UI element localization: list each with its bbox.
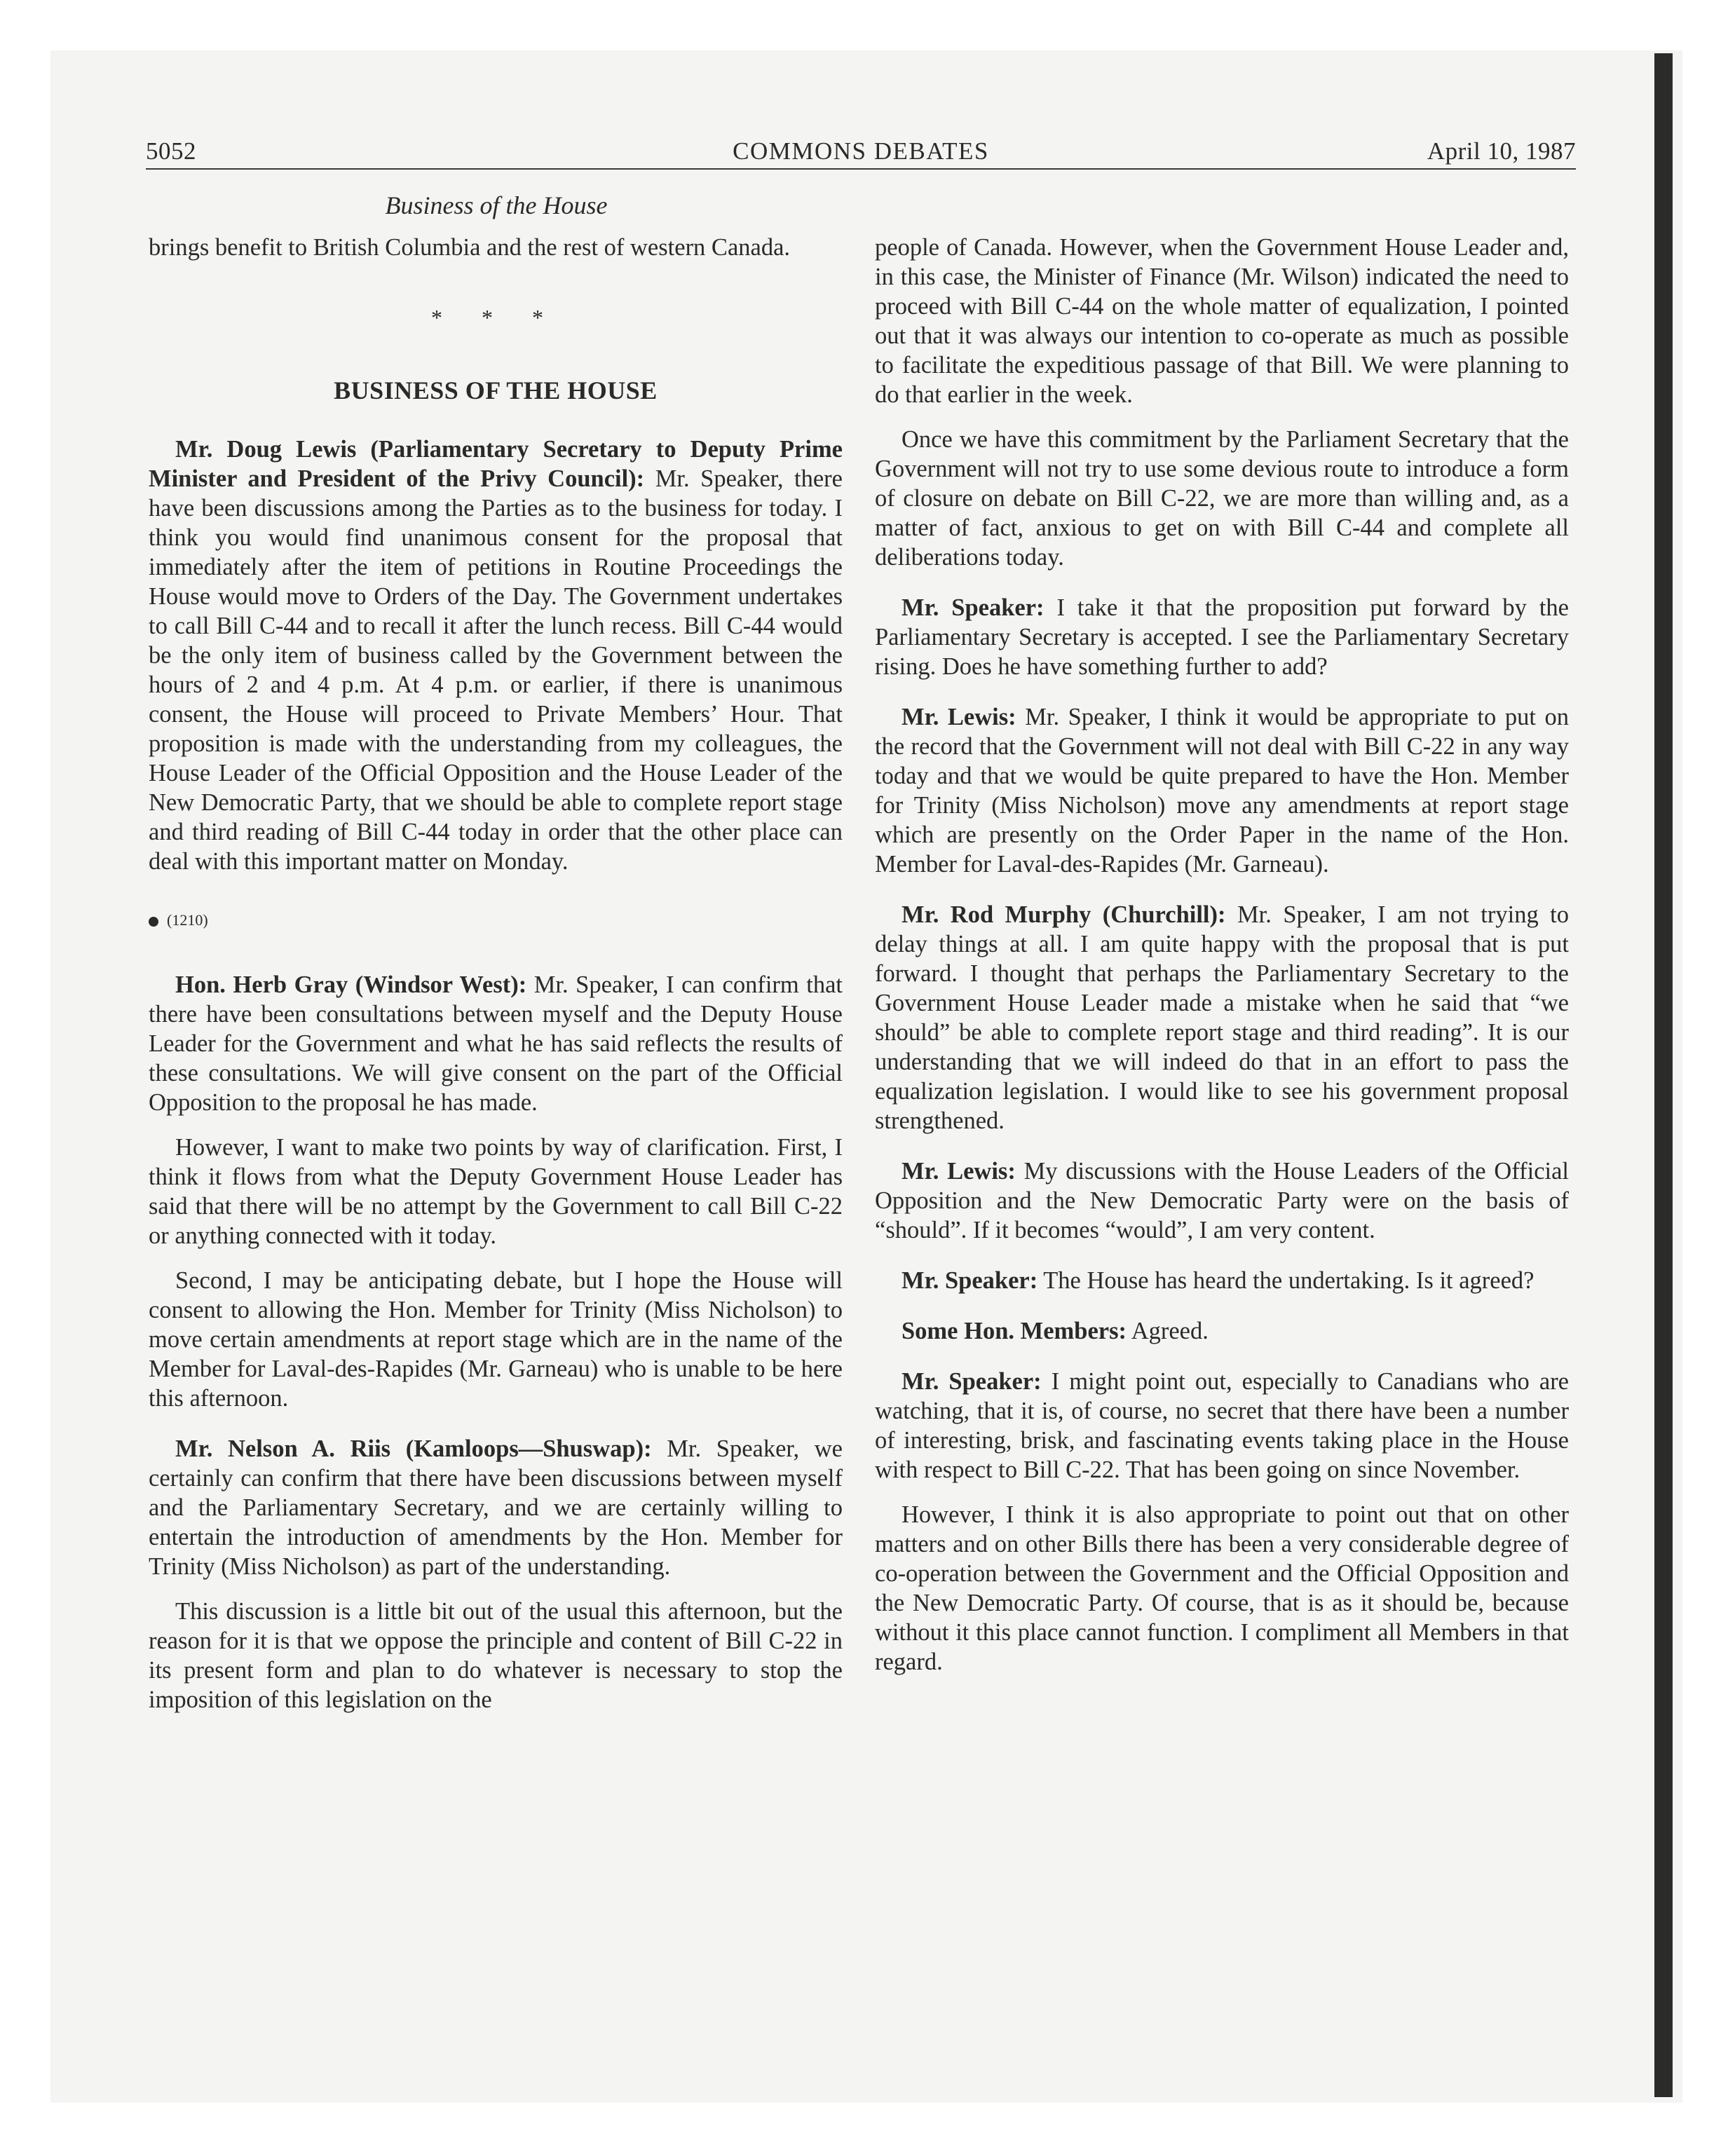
page-header	[146, 137, 1576, 171]
speech-paragraph	[875, 1157, 1569, 1245]
publication-date: April 10, 1987	[1427, 137, 1576, 165]
speech-paragraph	[149, 970, 843, 1117]
speaker-name: Mr. Speaker:	[901, 1267, 1038, 1294]
paragraph: This discussion is a little bit out of the usual this afternoon, but the reason for it is that we oppose the principle and content of Bill C-22 in its present form and plan to do whatever is necessary to stop the imposition of this legislation on the	[149, 1598, 843, 1713]
speech-text: I take it that the proposition put forward by the Parliamentary Secretary is accepted. I see the Parliamentary Secretary rising. Does he have something further to add?	[875, 594, 1569, 680]
section-heading: BUSINESS OF THE HOUSE	[334, 376, 658, 404]
speech-paragraph	[875, 593, 1569, 681]
paragraph: people of Canada. However, when the Government House Leader and, in this case, the Minister of Finance (Mr. Wilson) indicated the need to proceed with Bill C-44 on the whole matter of equalization, I pointed out that it was always our intention to co-operate as much as possible to facilitate the expeditious passage of that Bill. We were planning to do that earlier in the week.	[875, 234, 1569, 408]
speech-text: I might point out, especially to Canadians who are watching, that it is, of course, no secret that there have been a number of interesting, brisk, and fascinating events taking place in the House with respect to Bill C-22. That has been going on since November.	[875, 1368, 1569, 1483]
speech-paragraph	[875, 900, 1569, 1135]
speech-text: Mr. Speaker, I am not trying to delay things at all. I am quite happy with the proposal that is put forward. I thought that perhaps the Parliamentary Secretary to the Government House Leader made a mistake when he said that “we should” be able to complete report stage and third reading”. It is our understanding that we will indeed do that in an effort to pass the equalization legislation. I would like to see his government proposal strengthened.	[875, 901, 1570, 1134]
speech-paragraph	[149, 435, 843, 876]
speech-text: My discussions with the House Leaders of the Official Opposition and the New Democratic Party were on the basis of “should”. If it becomes “would”, I am very content.	[875, 1158, 1569, 1243]
time-marker	[149, 906, 843, 935]
scan-edge-bar	[1654, 53, 1673, 2097]
speaker-name: Mr. Doug Lewis (Parliamentary Secretary to Deputy Prime Minister and President of the Privy Council):	[149, 436, 843, 492]
page-number: 5052	[146, 137, 196, 165]
speaker-name: Some Hon. Members:	[901, 1318, 1127, 1344]
bullet-icon	[149, 917, 158, 927]
speaker-name: Mr. Rod Murphy (Churchill):	[901, 901, 1226, 928]
paragraph: However, I want to make two points by way of clarification. First, I think it flows from what the Deputy Government House Leader has said that there will be no attempt by the Government to call Bill C-22 or anything connected with it today.	[149, 1134, 843, 1249]
speech-paragraph	[875, 1266, 1569, 1295]
speech-text: Mr. Speaker, I can confirm that there have been consultations between myself and the Deputy House Leader for the Government and what he has said reflects the results of these consultations. We will give consent on the part of the Official Opposition to the proposal he has made.	[149, 971, 843, 1116]
speaker-name: Hon. Herb Gray (Windsor West):	[175, 971, 527, 998]
speech-text: Mr. Speaker, there have been discussions among the Parties as to the business for today. I think you would find unanimous consent for the proposal that immediately after the item of petitions in Routine Proceedings the House would move to Orders of the Day. The Government undertakes to call Bill C-44 and to recall it after the lunch recess. Bill C-44 would be the only item of business called by the Government between the hours of 2 and 4 p.m. At 4 p.m. or earlier, if there is unanimous consent, the House will proceed to Private Members’ Hour. That proposition is made with the understanding from my colleagues, the House Leader of the Official Opposition and the House Leader of the New Democratic Party, that we should be able to complete report stage and third reading of Bill C-44 today in order that the other place can deal with this important matter on Monday.	[149, 465, 843, 875]
paragraph: Second, I may be anticipating debate, but I hope the House will consent to allowing the Hon. Member for Trinity (Miss Nicholson) to move certain amendments at report stage which are in the name of the Member for Laval-des-Rapides (Mr. Garneau) who is unable to be here this afternoon.	[149, 1267, 843, 1412]
speaker-name: Mr. Speaker:	[901, 1368, 1042, 1395]
paragraph: However, I think it is also appropriate to point out that on other matters and on other Bills there has been a very considerable degree of co-operation between the Government and the Official Opposition and the New Democratic Party. Of course, that is as it should be, because without it this place cannot function. I compliment all Members in that regard.	[875, 1501, 1569, 1675]
speech-text: The House has heard the undertaking. Is it agreed?	[1037, 1267, 1535, 1294]
time-marker-text: (1210)	[167, 911, 208, 929]
speaker-name: Mr. Lewis:	[901, 704, 1016, 730]
publication-title: COMMONS DEBATES	[733, 137, 989, 165]
left-column	[149, 233, 843, 1730]
speech-paragraph	[875, 1367, 1569, 1485]
paragraph: brings benefit to British Columbia and the rest of western Canada.	[149, 234, 791, 261]
right-column	[875, 233, 1569, 1692]
section-separator: * * *	[431, 305, 560, 330]
speaker-name: Mr. Speaker:	[901, 594, 1045, 621]
speech-text: Agreed.	[1126, 1318, 1209, 1344]
speech-text: Mr. Speaker, we certainly can confirm that there have been discussions between myself and the Parliamentary Secretary, and we are certainly willing to entertain the introduction of amendments by the Hon. Member for Trinity (Miss Nicholson) as part of the understanding.	[149, 1435, 843, 1580]
speaker-name: Mr. Nelson A. Riis (Kamloops—Shuswap):	[175, 1435, 652, 1462]
speech-paragraph	[875, 1316, 1569, 1346]
speaker-name: Mr. Lewis:	[901, 1158, 1016, 1185]
speech-paragraph	[875, 702, 1569, 879]
running-title: Business of the House	[385, 191, 608, 219]
speech-text: Mr. Speaker, I think it would be appropriate to put on the record that the Government will not deal with Bill C-22 in any way today and that we would be quite prepared to have the Hon. Member for Trinity (Miss Nicholson) move any amendments at report stage which are presently on the Order Paper in the name of the Hon. Member for Laval-des-Rapides (Mr. Garneau).	[875, 704, 1569, 878]
paragraph: Once we have this commitment by the Parliament Secretary that the Government will not try to use some devious route to introduce a form of closure on debate on Bill C-22, we are more than willing and, as a matter of fact, anxious to get on with Bill C-44 and complete all deliberations today.	[875, 426, 1569, 571]
speech-paragraph	[149, 1434, 843, 1581]
header-rule	[146, 168, 1576, 170]
